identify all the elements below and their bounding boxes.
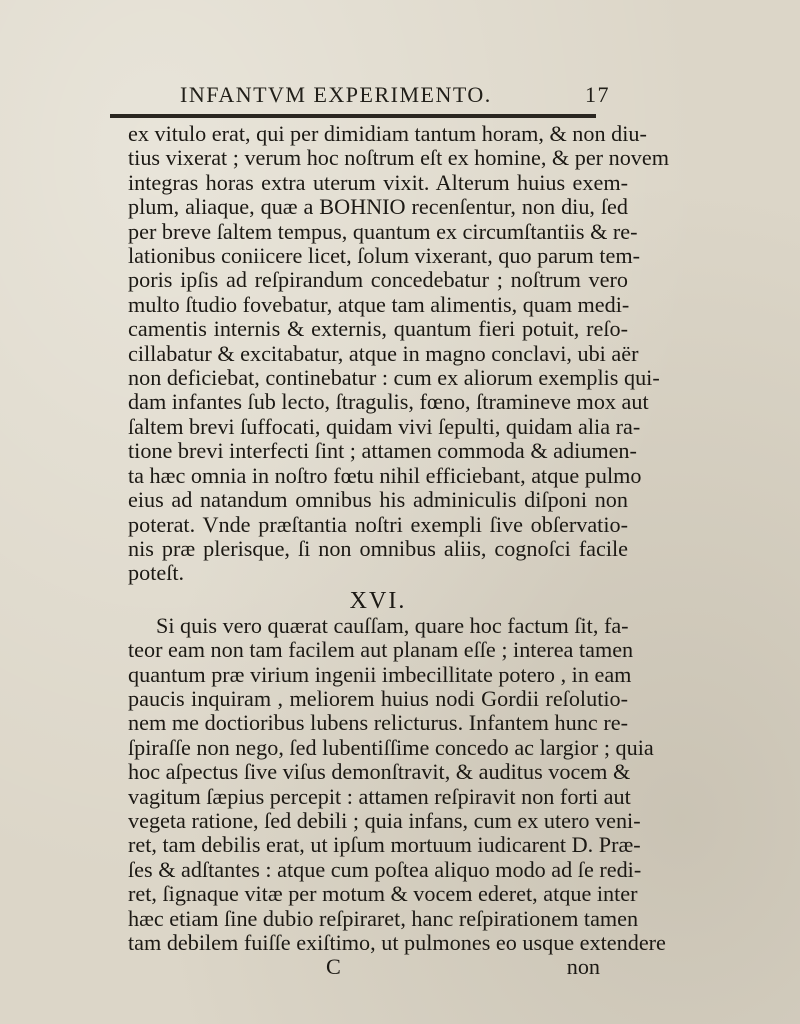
- text-line: ta hæc omnia in noſtro fœtu nihil efficiebant, atque pulmo: [128, 462, 642, 488]
- text-line: tam debilem fuiſſe exiſtimo, ut pulmones eo usque extendere: [128, 930, 666, 955]
- text-line: ſes & adſtantes : atque cum poſtea aliquo modo ad ſe redi-: [128, 856, 642, 882]
- text-line: camentis internis & externis, quantum fieri potuit, reſo-: [128, 316, 628, 342]
- header-rule: [110, 114, 596, 118]
- text-line: poterat. Vnde præſtantia noſtri exempli ſive obſervatio-: [128, 511, 628, 537]
- text-line: non deficiebat, continebatur : cum ex aliorum exemplis qui-: [128, 365, 660, 391]
- text-line: tione brevi interfecti ſint ; attamen commoda & adiumen-: [128, 438, 637, 464]
- text-line: tius vixerat ; verum hoc noſtrum eſt ex homine, & per novem: [128, 145, 670, 171]
- body-text: [128, 121, 670, 981]
- running-header: [180, 82, 610, 112]
- text-line: poris ipſis ad reſpirandum concedebatur ; noſtrum vero: [128, 267, 628, 293]
- text-line: ret, tam debilis erat, ut ipſum mortuum iudicarent D. Præ-: [128, 832, 641, 858]
- text-line: ex vitulo erat, qui per dimidiam tantum horam, & non diu-: [128, 121, 647, 146]
- text-line: poteſt.: [128, 560, 185, 586]
- text-line: multo ſtudio fovebatur, atque tam alimentis, quam medi-: [128, 291, 630, 317]
- text-line: lationibus coniicere licet, ſolum vixerant, quo parum tem-: [128, 243, 641, 269]
- text-line: hoc aſpectus ſive viſus demonſtravit, & auditus vocem &: [128, 759, 631, 785]
- text-line: ſaltem brevi ſuffocati, quidam vivi ſepulti, quidam alia ra-: [128, 413, 641, 439]
- section-heading: XVI.: [349, 587, 407, 614]
- text-line: plum, aliaque, quæ a BOHNIO recenſentur, non diu, ſed: [128, 194, 628, 220]
- text-line: nem me doctioribus lubens relicturus. Infantem hunc re-: [128, 710, 628, 736]
- text-line: vagitum ſæpius percepit : attamen reſpiravit non forti aut: [128, 783, 631, 809]
- text-line: ſpiraſſe non nego, ſed lubentiſſime concedo ac largior ; quia: [128, 734, 654, 760]
- page-number: 17: [585, 82, 610, 107]
- text-line: paucis inquiram , meliorem huius nodi Gordii reſolutio-: [128, 685, 628, 711]
- catchword: non: [566, 954, 600, 980]
- text-line: cillabatur & excitabatur, atque in magno conclavi, ubi aër: [128, 340, 639, 366]
- text-line: per breve ſaltem tempus, quantum ex circumſtantiis & re-: [128, 218, 638, 244]
- text-line: hæc etiam ſine dubio reſpiraret, hanc reſpirationem tamen: [128, 905, 639, 931]
- text-line: Si quis vero quærat cauſſam, quare hoc factum ſit, fa-: [156, 612, 629, 638]
- text-line: ret, ſignaque vitæ per motum & vocem ederet, atque inter: [128, 881, 638, 907]
- running-title: INFANTVM EXPERIMENTO.: [180, 82, 492, 107]
- text-line: integras horas extra uterum vixit. Alterum huius exem-: [128, 169, 628, 195]
- text-line: teor eam non tam facilem aut planam eſſe ; interea tamen: [128, 637, 634, 663]
- text-line: eius ad natandum omnibus his adminiculis diſponi non: [128, 487, 628, 513]
- text-line: nis præ plerisque, ſi non omnibus aliis, cognoſci facile: [128, 535, 628, 561]
- signature-mark: C: [326, 954, 341, 980]
- text-line: vegeta ratione, ſed debili ; quia infans, cum ex utero veni-: [128, 807, 641, 833]
- text-line: dam infantes ſub lecto, ſtragulis, fœno, ſtramineve mox aut: [128, 389, 649, 415]
- text-line: quantum præ virium ingenii imbecillitate potero , in eam: [128, 661, 632, 687]
- page-footer: [128, 955, 628, 981]
